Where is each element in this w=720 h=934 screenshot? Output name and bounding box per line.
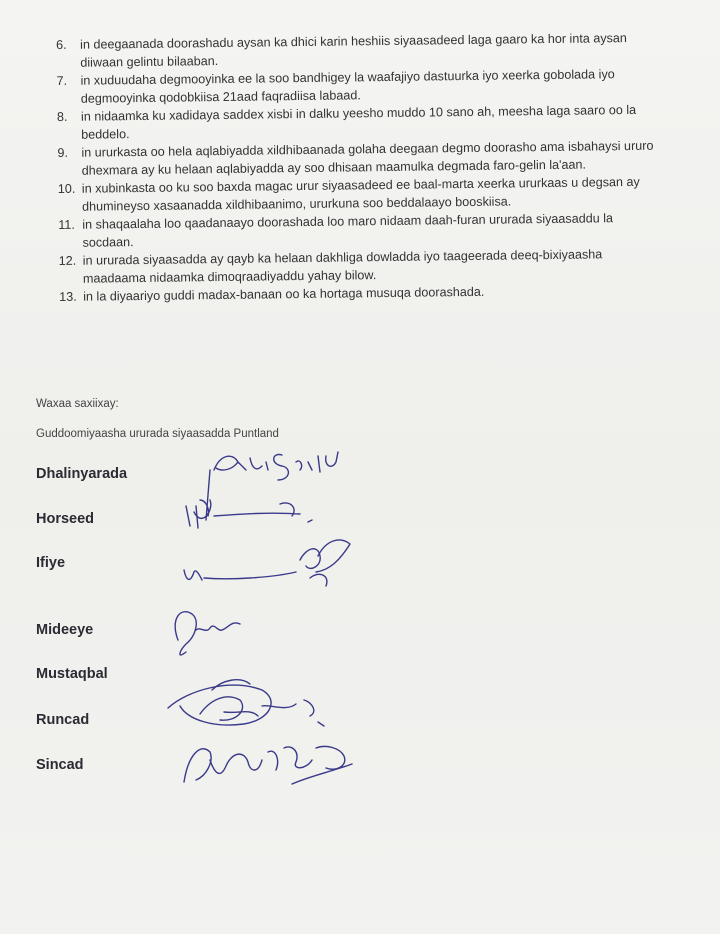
item-text: in ururada siyaasadda ay qayb ka helaan dakhliga dowladda iyo taageerada deeq-bixiyaasha maadaama nidaamka dimoqraadiyaddu yahay bilow. xyxy=(82,247,603,286)
signature-horseed xyxy=(186,470,312,528)
item-number: 12. xyxy=(58,253,77,268)
item-text: in la diyaariyo guddi madax-banaan oo ka hortaga musuqa doorashada. xyxy=(83,284,485,304)
numbered-list xyxy=(56,29,659,306)
item-number: 10. xyxy=(57,181,76,196)
item-number: 11. xyxy=(58,217,75,232)
party-name: Ifiye xyxy=(36,555,66,571)
item-text: in xuduudaha degmooyinka ee la soo bandhigey la waafajiyo dastuurka iyo xeerka gobolada iyo degmooyinka qodobkiisa 21aad faqradiisa labaad. xyxy=(80,67,615,106)
signature-mideeye xyxy=(175,612,240,655)
item-text: in deegaanada doorashadu aysan ka dhici karin heshiis siyaasadeed laga gaaro ka hor inta aysan diiwaan gelintu bilaaban. xyxy=(80,31,627,70)
signature-dhalinyarada xyxy=(214,452,338,480)
party-name: Dhalinyarada xyxy=(36,466,128,482)
item-text: in ururkasta oo hela aqlabiyadda xildhibaanada golaha deegaan degmo doorasho ama isbahaysi ururo dhexmara ay ku helaan aqlabiyadda ay soo dhisaan maamulka degmada faro-gelin la'aan. xyxy=(81,138,654,178)
party-name: Horseed xyxy=(36,511,95,527)
item-number: 9. xyxy=(57,145,69,160)
item-text: in shaqaalaha loo qaadanaayo doorashada loo maro nidaam daah-furan ururada siyaasaddu la socdaan. xyxy=(82,211,614,250)
signature-ifiye xyxy=(184,540,350,586)
signed-by-label: Waxaa saxiixay: xyxy=(36,398,119,410)
item-number: 7. xyxy=(56,73,68,88)
item-text: in xubinkasta oo ku soo baxda magac urur siyaasadeed ee baal-marta xeerka ururkaas u degsan ay dhumineyso xasaanadda xildhibaanimo, ururkuna soo beddalaayo booskiisa. xyxy=(81,174,640,214)
party-name: Mideeye xyxy=(36,622,94,638)
item-number: 8. xyxy=(56,109,68,124)
item-text: in nidaamka ku xadidaya saddex xisbi in dalku yeesho muddo 10 sano ah, meesha laga saaro oo la beddelo. xyxy=(80,102,637,142)
item-number: 6. xyxy=(56,37,67,52)
signature-runcad xyxy=(168,680,324,726)
party-name: Sincad xyxy=(36,757,84,773)
item-number: 13. xyxy=(59,289,77,304)
signature-sincad xyxy=(184,746,352,784)
party-name: Mustaqbal xyxy=(36,666,108,682)
chairs-label: Guddoomiyaasha ururada siyaasadda Puntland xyxy=(36,428,279,440)
party-name: Runcad xyxy=(36,712,90,728)
